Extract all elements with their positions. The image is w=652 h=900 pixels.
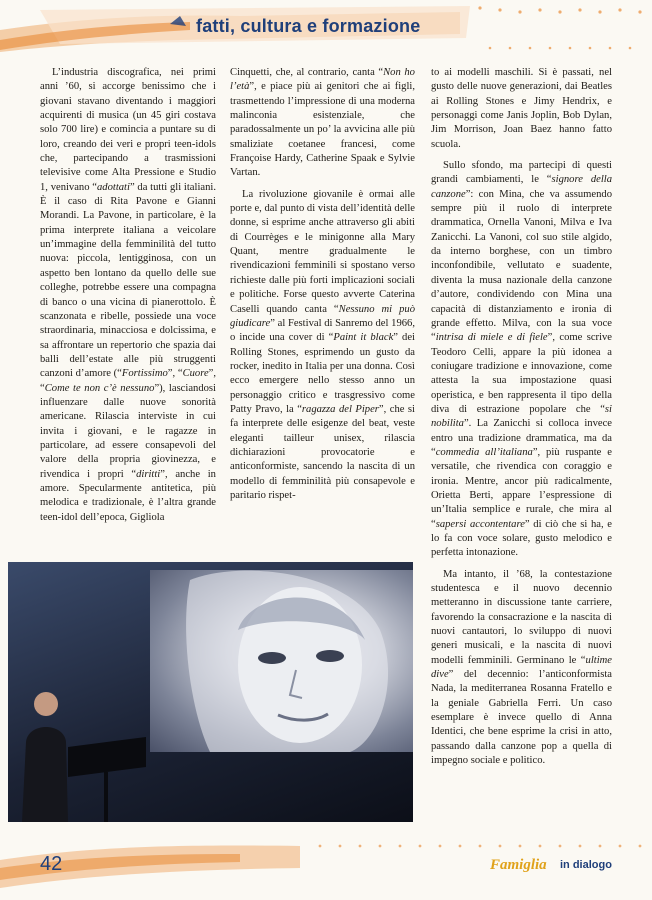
woman-face-projection-icon — [150, 570, 413, 752]
music-stand-icon — [68, 737, 148, 822]
section-title: fatti, cultura e formazione — [196, 16, 421, 36]
magazine-logo-suffix: in dialogo — [560, 859, 612, 871]
magazine-logo: Famiglia — [490, 857, 547, 873]
article-paragraph: to ai modelli maschili. Si è passati, nel gusto delle nuove generazioni, dai Beatles ai Rolling Stones e Jimy Hendrix, e personaggi come Janis Joplin, Bob Dylan, Jim Morrison, Joan Baez hanno fatto scuola. — [431, 67, 612, 150]
article-paragraph: L’industria discografica, nei primi anni ’60, si accorge benissimo che i giovani stavano diventando i maggiori acquirenti di musica (un 45 giri costava solo 700 lire) e comincia a puntare su di loro, creando dei veri e propri teen-idols che, partecipando a trasmissioni televisive come Alta Pressione e Studio 1, venivano “adottati” da tutti gli italiani. È il caso di Rita Pavone e Gianni Morandi. La Pavone, in particolare, è la prima interprete italiana a veicolare un’immagine della femminilità del tutto nuova: piccola, lentigginosa, con un aspetto ben lontano da quello delle sue colleghe, potrebbe essere una compagna di banco o una vicina di pianerottolo. È scanzonata e ribelle, possiede una voce straordinaria, minacciosa e dolcissima, e sa affrontare un repertorio che spazia dai balli dell’estate alle più struggenti canzoni d’amore (“Fortissimo”, “Cuore”, “Come te non c’è nessuno”), lasciandosi influenzare dalle nuove sonorità americane. Rilascia interviste in cui invita i giovani, e le ragazze in particolare, ad essere consapevoli del valore della propria giovinezza, e rivendica i propri “diritti”, anche in amore. Specularmente antitetica, più melodica e tradizionale, è l’altra grande teen-idol dell’epoca, Gigliola — [40, 67, 217, 523]
speaker-person-icon — [22, 682, 68, 822]
projection-screen — [150, 570, 413, 752]
page-number: 42 — [40, 853, 63, 875]
article-paragraph: Cinquetti, che, al contrario, canta “Non ho l’età”, e piace più ai genitori che ai figli, trasmettendo l’impressione di una moderna malinconia esistenziale, che paradossalmente un po’ la avvicina alle più smaliziate coetanee francesi, come Françoise Hardy, Catherine Spaak e Sylvie Vartan. — [230, 67, 415, 179]
article-paragraph: Ma intanto, il ’68, la contestazione studentesca e il nuovo decennio metteranno in discussione tante carriere, favorendo la consacrazione e la nascita di nuovi cantautori, lo sviluppo di nuovi generi musicali, e la nascita di nuovi modelli femminili. Germinano le “ultime dive” del decennio: l’anticonformista Nada, la mediterranea Rosanna Fratello e la geniale Gabriella Ferri. Un caso esemplare è invece quello di Anna Identici, che bene esprime la crisi in atto, passando dalla canzone pop a quella di impegno sociale e politico. — [431, 568, 612, 767]
article-column-2 — [230, 66, 415, 510]
article-paragraph: La rivoluzione giovanile è ormai alle porte e, dal punto di vista dell’identità delle donne, si esprime anche attraverso gli abiti di Courrèges e le minigonne alla Mary Quant, mentre gradualmente le rivendicazioni femminili si spostano verso richieste dalle più forti implicazioni sociali e politiche. Forse questo avverte Caterina Caselli quando canta “Nessuno mi può giudicare” al Festival di Sanremo del 1966, o incide una cover di “Paint it black” dei Rolling Stones, esprimendo un gusto da rocker, inedito in Italia per una donna. Così ecco emergere nello stesso anno un personaggio critico e trasgressivo come Patty Pravo, la “ragazza del Piper”, che si fa interprete delle esigenze del beat, veste eleganti tailleur unisex, rilascia dichiarazioni provocatorie e anticonformiste, sancendo la nascita di un modello di femminilità più consapevole e paritario rispet- — [230, 188, 416, 501]
article-column-3 — [431, 66, 612, 776]
footer-decoration — [0, 838, 652, 900]
article-column-1 — [40, 66, 216, 532]
concert-photo — [8, 562, 413, 822]
article-paragraph: Sullo sfondo, ma partecipi di questi grandi cambiamenti, le “signore della canzone”: con Mina, che va assumendo sempre più il ruolo di interprete drammatica, Ornella Vanoni, Milva e Iva Zanicchi. La Vanoni, col suo stile algido, da interno borghese, con un timbro inconfondibile, vellutato e suadente, diventa la musa nazionale della canzone d’autore, condividendo con Mina una capacità di distanziamento e ironia di grande effetto. Milva, con la sua voce “intrisa di miele e di fiele”, come scrive Teodoro Celli, appare la più idonea a coniugare tradizione e innovazione, come attesta la sua impostazione quasi operistica, e ben rappresenta il tipo della diva di estrazione popolare che “si nobilita”. La Zanicchi si colloca invece entro una tradizione drammatica, ma da “commedia all’italiana”, più ruspante e versatile, che rivendica con coraggio e ironia. Mentre, ancor più radicalmente, Orietta Berti, appare l’espressione di un’Italia semplice e rurale, che mira al “sapersi accontentare” di ciò che si ha, e lo fa con voce solare, gusto melodico e perfetta intonazione. — [431, 160, 612, 559]
